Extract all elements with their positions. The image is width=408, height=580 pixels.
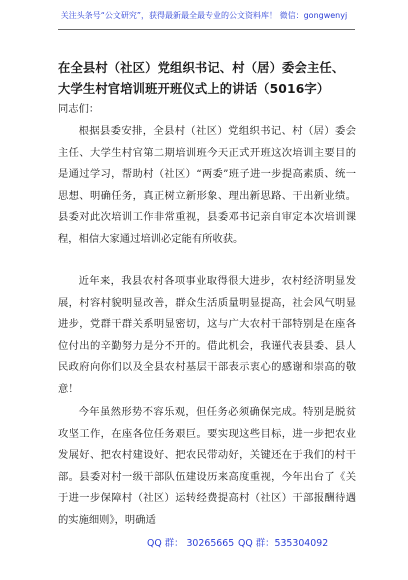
salutation: 同志们：	[58, 103, 100, 115]
document-title: 在全县村（社区）党组织书记、村（居）委会主任、大学生村官培训班开班仪式上的讲话（5016字）	[58, 61, 345, 96]
paragraph-1: 根据县委安排，全县村（社区）党组织书记、村（居）委会主任、大学生村官第二期培训班今天正式开班这次培训主要目的是通过学习，帮助村（社区）“两委”班子进一步提高素质、统一思想、明确任务，真正树立新形象、理出新思路、干出新业绩。县委对此次培训工作非常重视，县委邓书记亲自审定本次培训课程，相信大家通过培训必定能有所收获。	[58, 125, 356, 245]
paragraph-3: 今年虽然形势不容乐观，但任务必须确保完成。特别是脱贫攻坚工作，在座各位任务艰巨。要实现这些目标，进一步把农业发展好、把农村建设好、把农民带动好，关键还在于我们的村干部。县委对村一级干部队伍建设历来高度重视，今年出台了《关于进一步保障村（社区）运转经费提高村（社区）干部报酬待遇的实施细则》，明确适	[58, 406, 356, 526]
qq-group-left: QQ 群： 30265665	[147, 538, 235, 549]
paragraph-2: 近年来，我县农村各项事业取得很大进步，农村经济明显发展，村容村貌明显改善，群众生活质量明显提高，社会风气明显进步，党群干群关系明显密切，这与广大农村干部特别是在座各位付出的辛勤努力是分不开的。借此机会，我谨代表县委、县人民政府向你们以及全县农村基层干部表示衷心的感谢和崇高的敬意！	[58, 275, 356, 395]
header-banner: 关注头条号“公文研究”，获得最新最全最专业的公文资料库！ 微信：gongwenyj	[60, 11, 348, 20]
qq-group-right: QQ 群：535304092	[238, 538, 329, 549]
header-divider	[58, 29, 355, 30]
